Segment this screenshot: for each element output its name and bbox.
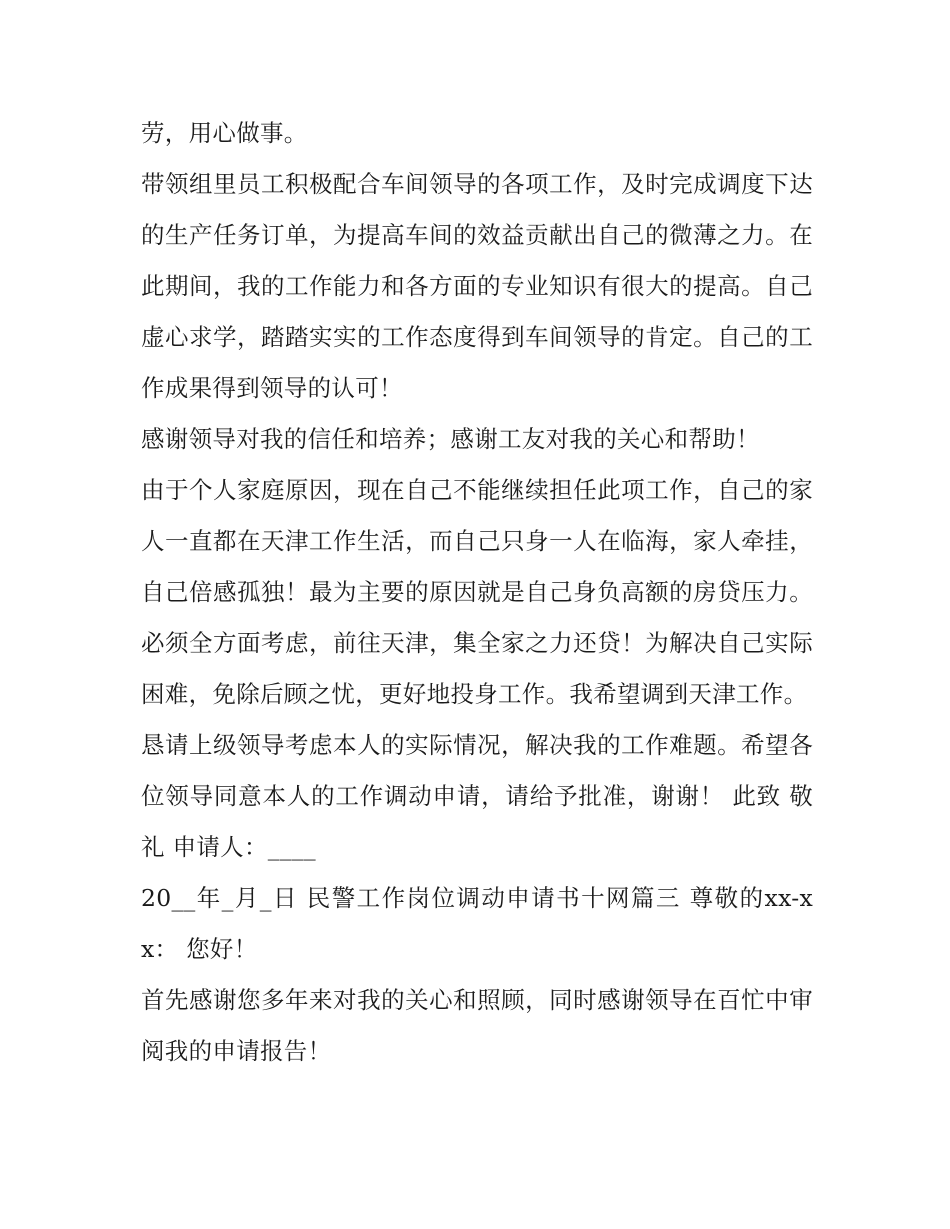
paragraph-7: 首先感谢您多年来对我的关心和照顾，同时感谢领导在百忙中审阅我的申请报告！ (141, 986, 813, 1065)
paragraph-5: 恳请上级领导考虑本人的实际情况，解决我的工作难题。希望各位领导同意本人的工作调动申请，请给予批准，谢谢！ 此致 敬礼 申请人：____ (141, 731, 813, 861)
paragraph-1: 劳，用心做事。 (141, 119, 308, 147)
paragraph-3: 感谢领导对我的信任和培养；感谢工友对我的关心和帮助！ (141, 425, 760, 453)
paragraph-4: 由于个人家庭原因，现在自己不能继续担任此项工作，自己的家人一直都在天津工作生活，而自己只身一人在临海，家人牵挂，自己倍感孤独！最为主要的原因就是自己身负高额的房贷压力。必须全方面考虑，前往天津，集全家之力还贷！为解决自己实际困难，免除后顾之忧，更好地投身工作。我希望调到天津工作。 (141, 476, 813, 708)
paragraph-6: 20__年_月_日 民警工作岗位调动申请书十网篇三 尊敬的xx-xx： 您好！ (141, 884, 813, 963)
document-body (141, 108, 813, 1077)
paragraph-2: 带领组里员工积极配合车间领导的各项工作，及时完成调度下达的生产任务订单，为提高车间的效益贡献出自己的微薄之力。在此期间，我的工作能力和各方面的专业知识有很大的提高。自己虚心求学，踏踏实实的工作态度得到车间领导的肯定。自己的工作成果得到领导的认可！ (141, 170, 813, 402)
